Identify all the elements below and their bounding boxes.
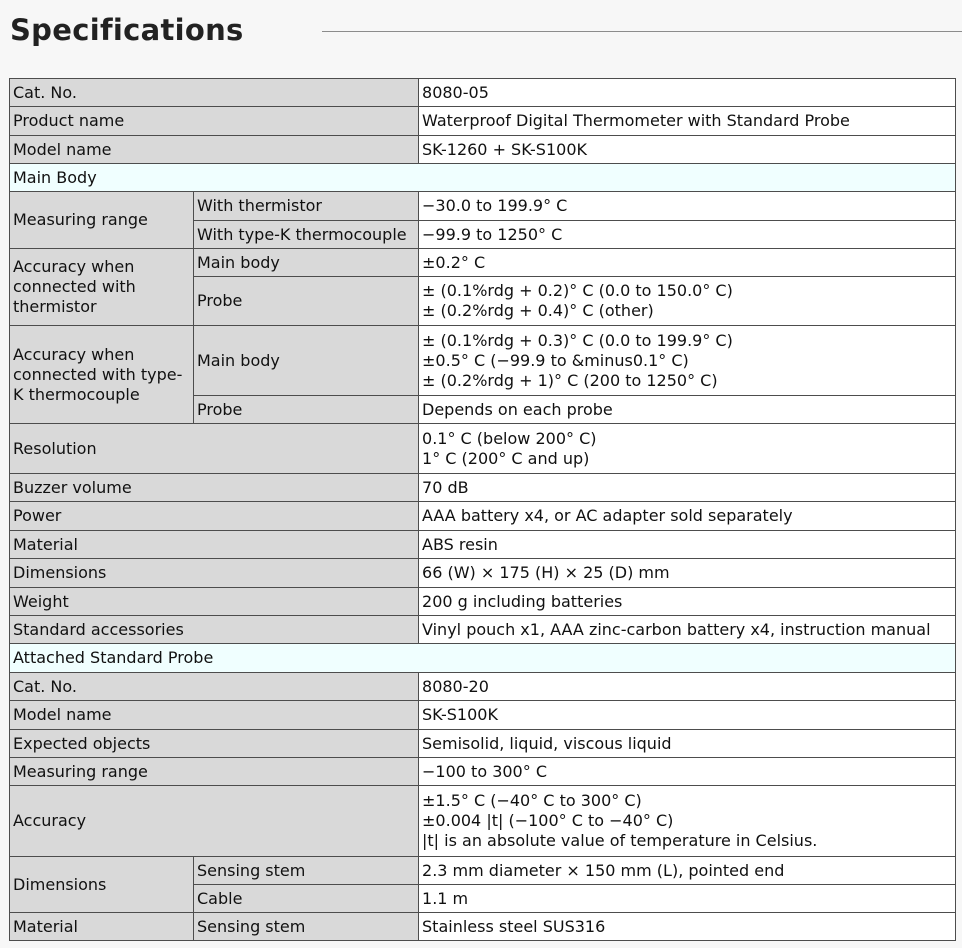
section-heading-main-body: Main Body: [10, 164, 956, 192]
spec-label: Power: [10, 502, 419, 531]
spec-value-line: 0.1° C (below 200° C): [422, 428, 597, 448]
spec-label: Measuring range: [10, 758, 419, 786]
spec-label: Accuracy when connected with type-K thermocouple: [10, 326, 194, 424]
spec-sublabel: Sensing stem: [194, 913, 419, 941]
spec-value: [419, 786, 956, 857]
spec-value: 8080-05: [419, 79, 956, 107]
spec-value: Depends on each probe: [419, 396, 956, 424]
spec-value: SK-1260 + SK-S100K: [419, 136, 956, 164]
spec-value: 70 dB: [419, 474, 956, 502]
table-row: [10, 786, 956, 857]
spec-sublabel: With type-K thermocouple: [194, 221, 419, 249]
spec-label: Standard accessories: [10, 616, 419, 644]
table-row: [10, 79, 956, 107]
spec-value-line: ± (0.2%rdg + 1)° C (200 to 1250° C): [422, 370, 718, 390]
specifications-table: [9, 78, 956, 941]
table-row: [10, 192, 956, 221]
table-row: [10, 730, 956, 758]
spec-label: Resolution: [10, 424, 419, 474]
title-divider: [322, 31, 962, 32]
table-row: [10, 424, 956, 474]
spec-label: Material: [10, 531, 419, 559]
spec-value: AAA battery x4, or AC adapter sold separately: [419, 502, 956, 531]
spec-value: 8080-20: [419, 673, 956, 701]
table-row: [10, 107, 956, 136]
spec-value: Waterproof Digital Thermometer with Standard Probe: [419, 107, 956, 136]
section-row: [10, 164, 956, 192]
spec-sublabel: Sensing stem: [194, 857, 419, 885]
spec-value: 66 (W) × 175 (H) × 25 (D) mm: [419, 559, 956, 588]
spec-value: Semisolid, liquid, viscous liquid: [419, 730, 956, 758]
table-row: [10, 857, 956, 885]
spec-value: 2.3 mm diameter × 150 mm (L), pointed end: [419, 857, 956, 885]
spec-value: 200 g including batteries: [419, 588, 956, 616]
spec-value: 1.1 m: [419, 885, 956, 913]
table-row: [10, 588, 956, 616]
spec-value: Vinyl pouch x1, AAA zinc-carbon battery x4, instruction manual: [419, 616, 956, 644]
spec-sublabel: With thermistor: [194, 192, 419, 221]
page-title: Specifications: [10, 13, 244, 47]
spec-label: Accuracy: [10, 786, 419, 857]
table-row: [10, 531, 956, 559]
spec-value: Stainless steel SUS316: [419, 913, 956, 941]
spec-value-line: ± (0.1%rdg + 0.3)° C (0.0 to 199.9° C): [422, 330, 733, 350]
spec-value-line: 1° C (200° C and up): [422, 448, 590, 468]
table-row: [10, 913, 956, 941]
spec-label: Model name: [10, 136, 419, 164]
spec-value: SK-S100K: [419, 701, 956, 730]
spec-value-line: |t| is an absolute value of temperature in Celsius.: [422, 831, 818, 850]
section-row: [10, 644, 956, 673]
table-row: [10, 758, 956, 786]
spec-value: ±0.2° C: [419, 249, 956, 277]
spec-value: ABS resin: [419, 531, 956, 559]
spec-label: Buzzer volume: [10, 474, 419, 502]
spec-value-line: ±0.5° C (−99.9 to &minus0.1° C): [422, 350, 689, 370]
spec-sublabel: Cable: [194, 885, 419, 913]
spec-label: Measuring range: [10, 192, 194, 249]
section-heading-probe: Attached Standard Probe: [10, 644, 956, 673]
table-row: [10, 673, 956, 701]
table-row: [10, 502, 956, 531]
table-row: [10, 326, 956, 396]
spec-value-line: ± (0.2%rdg + 0.4)° C (other): [422, 301, 654, 320]
table-row: [10, 249, 956, 277]
spec-sublabel: Main body: [194, 249, 419, 277]
spec-value-line: ±1.5° C (−40° C to 300° C): [422, 791, 642, 810]
spec-value: [419, 424, 956, 474]
table-row: [10, 474, 956, 502]
spec-label: Model name: [10, 701, 419, 730]
spec-sublabel: Probe: [194, 277, 419, 326]
table-row: [10, 701, 956, 730]
spec-value: −100 to 300° C: [419, 758, 956, 786]
spec-label: Accuracy when connected with thermistor: [10, 249, 194, 326]
page-header: [0, 0, 962, 66]
spec-value-line: ±0.004 |t| (−100° C to −40° C): [422, 811, 674, 830]
spec-value-line: ± (0.1%rdg + 0.2)° C (0.0 to 150.0° C): [422, 281, 733, 300]
spec-value: −99.9 to 1250° C: [419, 221, 956, 249]
spec-value: [419, 277, 956, 326]
spec-label: Material: [10, 913, 194, 941]
spec-value: [419, 326, 956, 396]
table-row: [10, 136, 956, 164]
spec-label: Dimensions: [10, 559, 419, 588]
spec-label: Cat. No.: [10, 673, 419, 701]
spec-sublabel: Main body: [194, 326, 419, 396]
spec-label: Weight: [10, 588, 419, 616]
table-row: [10, 559, 956, 588]
spec-label: Product name: [10, 107, 419, 136]
table-row: [10, 616, 956, 644]
spec-label: Expected objects: [10, 730, 419, 758]
spec-value: −30.0 to 199.9° C: [419, 192, 956, 221]
spec-label: Dimensions: [10, 857, 194, 913]
spec-sublabel: Probe: [194, 396, 419, 424]
spec-label: Cat. No.: [10, 79, 419, 107]
